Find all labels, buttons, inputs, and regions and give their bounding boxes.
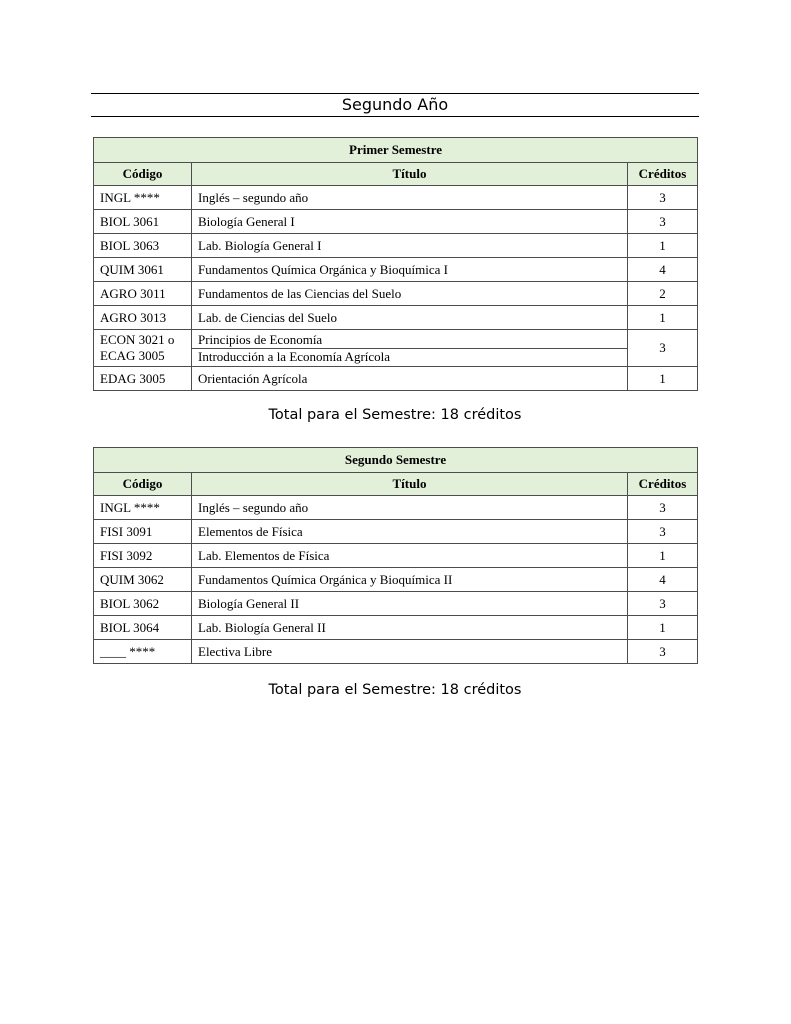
- course-code: INGL ****: [94, 186, 192, 210]
- semester-total-1: Total para el Semestre: 18 créditos: [268, 407, 522, 423]
- semester-table-2: [93, 447, 698, 664]
- course-code: FISI 3091: [94, 520, 192, 544]
- course-credits: 3: [627, 210, 697, 234]
- course-code: QUIM 3061: [94, 258, 192, 282]
- course-title: Lab. Elementos de Física: [192, 544, 628, 568]
- course-credits: 1: [627, 234, 697, 258]
- table-row: [94, 496, 698, 520]
- page-title: Segundo Año: [341, 95, 449, 114]
- semester-name: Primer Semestre: [94, 138, 698, 163]
- column-header-row: [94, 473, 698, 496]
- course-code: FISI 3092: [94, 544, 192, 568]
- semester-header-row: [94, 448, 698, 473]
- semester-name: Segundo Semestre: [94, 448, 698, 473]
- course-code-alternatives: [94, 330, 192, 367]
- course-title-option-1: Principios de Economía: [192, 332, 627, 349]
- course-code-option-1: ECON 3021 o: [100, 332, 175, 347]
- column-header-row: [94, 163, 698, 186]
- table-row: [94, 258, 698, 282]
- course-credits: 2: [627, 282, 697, 306]
- course-code: INGL ****: [94, 496, 192, 520]
- table-row: [94, 186, 698, 210]
- course-credits: 3: [628, 520, 698, 544]
- course-code: BIOL 3063: [94, 234, 192, 258]
- column-header-code: Código: [94, 163, 192, 186]
- course-title: Fundamentos Química Orgánica y Bioquímica I: [192, 258, 628, 282]
- course-credits: 3: [628, 640, 698, 664]
- semester-table-1: [93, 137, 698, 391]
- course-title: Biología General I: [192, 210, 628, 234]
- course-code: AGRO 3011: [94, 282, 192, 306]
- table-row: [94, 544, 698, 568]
- course-title: Fundamentos de las Ciencias del Suelo: [192, 282, 628, 306]
- course-code: BIOL 3061: [94, 210, 192, 234]
- table-row: [94, 592, 698, 616]
- course-credits: 1: [627, 306, 697, 330]
- course-title: Inglés – segundo año: [192, 496, 628, 520]
- table-row: [94, 640, 698, 664]
- column-header-credits: Créditos: [627, 163, 697, 186]
- course-title-option-2: Introducción a la Economía Agrícola: [198, 348, 391, 364]
- table-row: [94, 306, 698, 330]
- course-title: Inglés – segundo año: [192, 186, 628, 210]
- course-credits: 1: [628, 616, 698, 640]
- column-header-credits: Créditos: [628, 473, 698, 496]
- course-title: Lab. Biología General I: [192, 234, 628, 258]
- course-code-option-2: ECAG 3005: [100, 348, 165, 363]
- course-title: Biología General II: [192, 592, 628, 616]
- table-row: [94, 520, 698, 544]
- course-title: Elementos de Física: [192, 520, 628, 544]
- semester-total-2: Total para el Semestre: 18 créditos: [268, 682, 522, 698]
- course-title: Orientación Agrícola: [192, 367, 628, 391]
- course-title: Fundamentos Química Orgánica y Bioquímica II: [192, 568, 628, 592]
- table-row-alternatives: [94, 330, 698, 367]
- table-row: [94, 616, 698, 640]
- semester-header-row: [94, 138, 698, 163]
- course-credits: 4: [627, 258, 697, 282]
- course-credits: 4: [628, 568, 698, 592]
- course-code: BIOL 3062: [94, 592, 192, 616]
- column-header-title: Título: [192, 473, 628, 496]
- course-code: AGRO 3013: [94, 306, 192, 330]
- course-title: Lab. Biología General II: [192, 616, 628, 640]
- course-code: EDAG 3005: [94, 367, 192, 391]
- course-code: BIOL 3064: [94, 616, 192, 640]
- table-row: [94, 367, 698, 391]
- course-credits: 3: [627, 186, 697, 210]
- course-credits: 3: [627, 330, 697, 367]
- course-title: Lab. de Ciencias del Suelo: [192, 306, 628, 330]
- course-code: QUIM 3062: [94, 568, 192, 592]
- course-code: ____ ****: [94, 640, 192, 664]
- title-rule-bottom: [91, 116, 699, 117]
- column-header-title: Título: [192, 163, 628, 186]
- table-row: [94, 568, 698, 592]
- column-header-code: Código: [94, 473, 192, 496]
- course-credits: 3: [628, 496, 698, 520]
- course-title-alternatives: [192, 330, 628, 367]
- course-credits: 3: [628, 592, 698, 616]
- table-row: [94, 282, 698, 306]
- course-title: Electiva Libre: [192, 640, 628, 664]
- course-credits: 1: [627, 367, 697, 391]
- course-credits: 1: [628, 544, 698, 568]
- table-row: [94, 210, 698, 234]
- table-row: [94, 234, 698, 258]
